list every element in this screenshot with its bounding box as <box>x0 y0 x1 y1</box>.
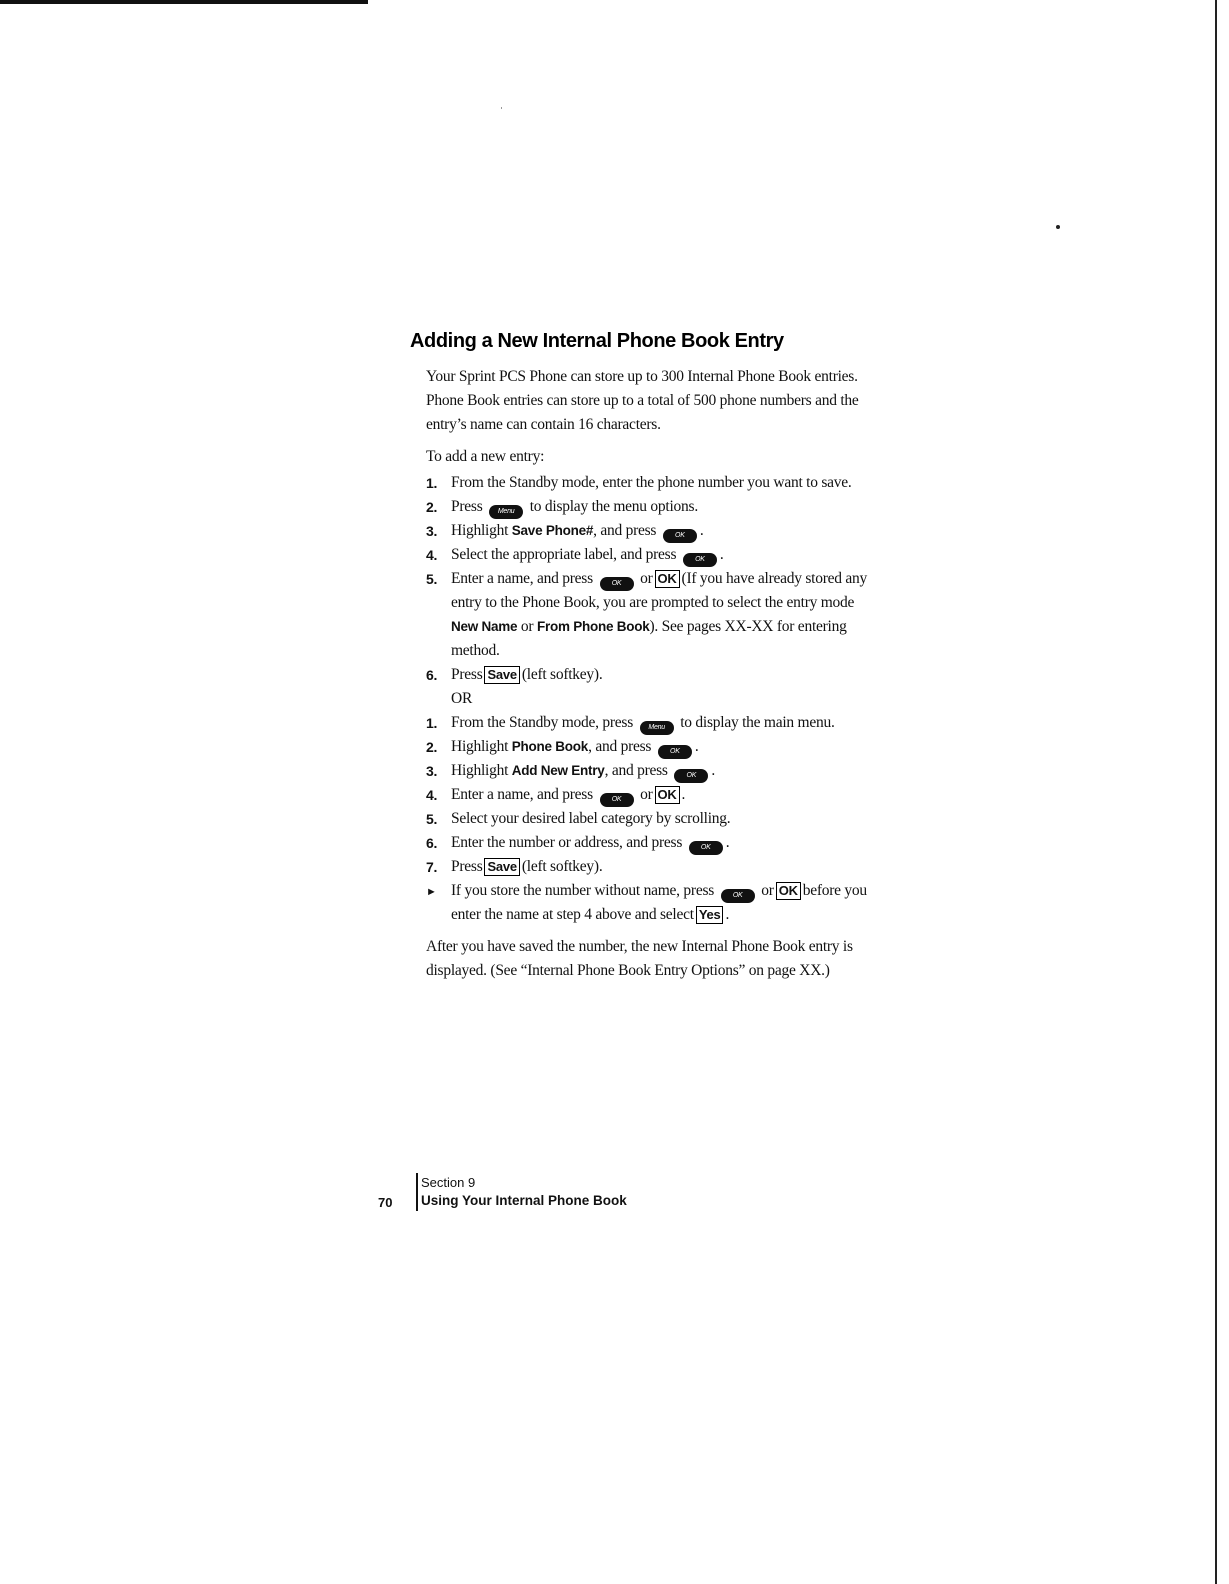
step-text-part: before you enter the name at step 4 above and select <box>451 882 867 923</box>
ok-key-icon: OK <box>721 889 755 903</box>
step-number: 7. <box>426 859 438 875</box>
page-number: 70 <box>378 1195 393 1210</box>
list-item <box>426 519 870 543</box>
step-text <box>451 567 870 663</box>
ok-softkey-icon: OK <box>655 570 680 588</box>
ok-softkey-icon: OK <box>776 882 801 900</box>
save-softkey-icon: Save <box>484 666 519 684</box>
step-number: 3. <box>426 523 438 539</box>
step-text-part: or <box>520 618 534 635</box>
step-number: 4. <box>426 547 438 563</box>
step-text-part: (left softkey). <box>521 666 603 683</box>
menu-option-label: New Name <box>451 619 518 634</box>
step-text <box>451 543 870 567</box>
step-text-part: Highlight <box>451 522 509 539</box>
menu-key-icon: Menu <box>489 505 523 519</box>
list-item <box>426 567 870 663</box>
ok-key-icon: OK <box>674 769 708 783</box>
step-text-part: (If you have already stored any entry to the Phone Book, you are prompted to select the entry mode <box>451 570 868 611</box>
step-number: 5. <box>426 811 438 827</box>
list-item <box>426 543 870 567</box>
list-item <box>426 831 870 855</box>
step-text <box>451 663 870 687</box>
menu-option-label: Add New Entry <box>511 763 605 778</box>
ok-key-icon: OK <box>600 793 634 807</box>
menu-option-label: Phone Book <box>511 739 589 754</box>
intro-paragraph: Your Sprint PCS Phone can store up to 300 Internal Phone Book entries. Phone Book entries can store up to a total of 500 phone numbers and the entry’s name can contain 16 characters. <box>426 368 859 433</box>
step-text-part: Press <box>451 498 483 515</box>
right-edge-rule <box>1215 0 1217 1584</box>
step-text-part: , and press <box>593 522 657 539</box>
step-number: 2. <box>426 499 438 515</box>
step-text: Select your desired label category by scrolling. <box>451 810 731 827</box>
step-text-part: to display the menu options. <box>529 498 698 515</box>
list-item <box>426 807 870 831</box>
ok-key-icon: OK <box>683 553 717 567</box>
step-text-part: to display the main menu. <box>680 714 835 731</box>
list-item <box>426 495 870 519</box>
step-number: 5. <box>426 571 438 587</box>
ok-key-icon: OK <box>663 529 697 543</box>
menu-key-icon: Menu <box>640 721 674 735</box>
step-text-part: ). See pages XX-XX for entering method. <box>451 618 847 659</box>
steps-list-1 <box>426 471 870 687</box>
list-item <box>426 471 870 495</box>
step-text-part: or <box>640 786 653 803</box>
step-text <box>451 759 870 783</box>
footer-divider <box>416 1173 418 1211</box>
step-text-part: . <box>694 738 699 755</box>
step-text-part: . <box>699 522 704 539</box>
footer-chapter: Using Your Internal Phone Book <box>421 1193 627 1208</box>
step-number: 6. <box>426 835 438 851</box>
arrow-bullet-icon: ► <box>426 886 437 898</box>
step-text-part: or <box>761 882 774 899</box>
step-text-part: . <box>725 906 730 923</box>
top-rule <box>0 0 368 4</box>
step-text <box>451 519 870 543</box>
closing-paragraph: After you have saved the number, the new Internal Phone Book entry is displayed. (See “Internal Phone Book Entry Options” on page XX.) <box>426 938 853 979</box>
section-title: Adding a New Internal Phone Book Entry <box>410 330 784 352</box>
yes-softkey-icon: Yes <box>696 906 724 924</box>
note-item <box>426 879 870 927</box>
step-text-part: , and press <box>604 762 668 779</box>
step-text <box>451 495 870 519</box>
step-text <box>451 831 870 855</box>
step-text-part: Press <box>451 858 483 875</box>
list-item <box>426 735 870 759</box>
page-content <box>410 330 870 983</box>
list-item <box>426 663 870 687</box>
step-text: From the Standby mode, enter the phone number you want to save. <box>451 474 852 491</box>
step-text-part: Press <box>451 666 483 683</box>
ok-key-icon: OK <box>600 577 634 591</box>
lead-text: To add a new entry: <box>426 448 545 465</box>
step-text-part: . <box>719 546 724 563</box>
step-number: 3. <box>426 763 438 779</box>
step-text-part: Enter a name, and press <box>451 570 593 587</box>
step-text-part: (left softkey). <box>521 858 603 875</box>
or-separator: OR <box>451 690 473 707</box>
step-text <box>451 783 870 807</box>
step-number: 4. <box>426 787 438 803</box>
step-text-part: Highlight <box>451 762 509 779</box>
step-text-part: , and press <box>588 738 652 755</box>
step-text <box>451 711 870 735</box>
step-text-part: Enter a name, and press <box>451 786 593 803</box>
steps-list-2 <box>426 711 870 927</box>
step-text <box>451 855 870 879</box>
list-item <box>426 711 870 735</box>
scan-speck <box>501 107 502 109</box>
list-item <box>426 783 870 807</box>
step-text-part: If you store the number without name, press <box>451 882 715 899</box>
note-text <box>451 879 870 927</box>
ok-key-icon: OK <box>689 841 723 855</box>
ok-softkey-icon: OK <box>655 786 680 804</box>
step-number: 6. <box>426 667 438 683</box>
section-body <box>426 365 870 983</box>
step-text-part: . <box>725 834 730 851</box>
step-text-part: . <box>681 786 686 803</box>
step-text-part: . <box>711 762 715 779</box>
menu-option-label: Save Phone# <box>511 523 594 538</box>
step-text-part: Select the appropriate label, and press <box>451 546 677 563</box>
step-number: 2. <box>426 739 438 755</box>
step-number: 1. <box>426 715 438 731</box>
step-number: 1. <box>426 475 438 491</box>
menu-option-label: From Phone Book <box>536 619 650 634</box>
scan-speck <box>1056 225 1060 229</box>
save-softkey-icon: Save <box>484 858 519 876</box>
step-text-part: or <box>640 570 653 587</box>
footer-section: Section 9 <box>421 1175 476 1190</box>
step-text <box>451 735 870 759</box>
step-text-part: Highlight <box>451 738 509 755</box>
list-item <box>426 759 870 783</box>
ok-key-icon: OK <box>658 745 692 759</box>
step-text-part: From the Standby mode, press <box>451 714 633 731</box>
list-item <box>426 855 870 879</box>
step-text-part: Enter the number or address, and press <box>451 834 683 851</box>
